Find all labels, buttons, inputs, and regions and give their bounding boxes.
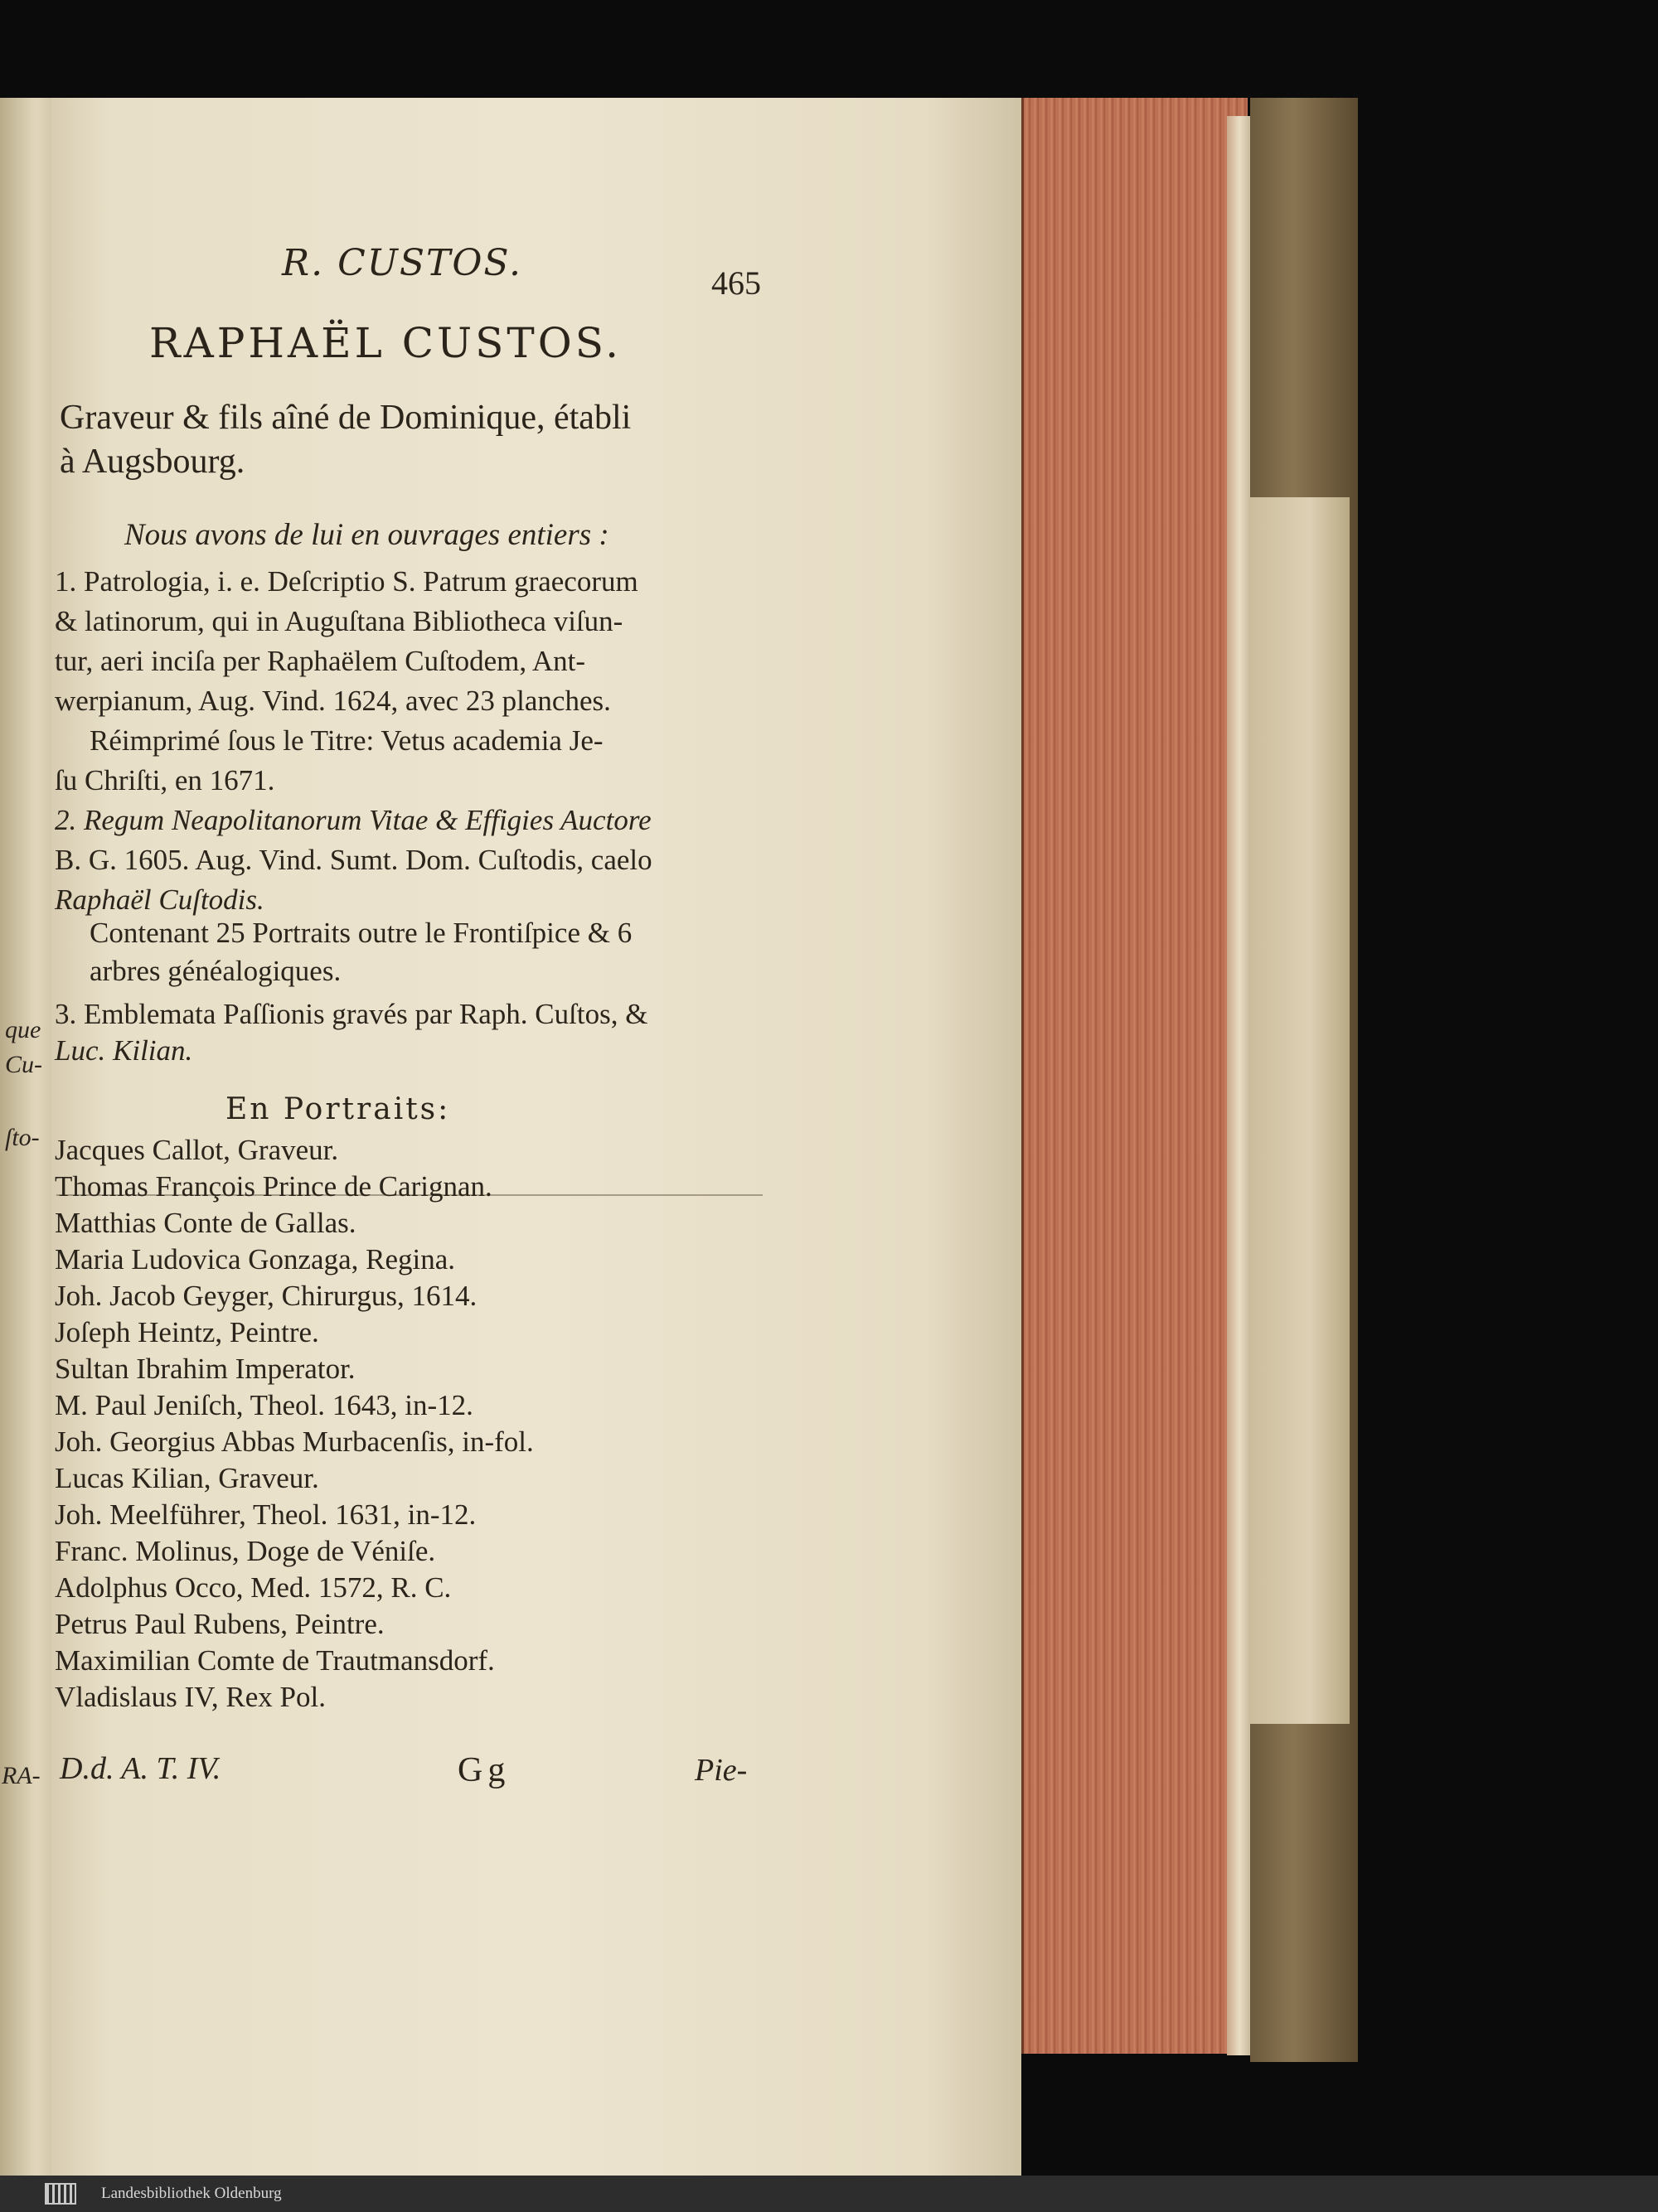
portrait-item: Petrus Paul Rubens, Peintre.	[55, 1608, 385, 1640]
portraits-heading: En Portraits:	[225, 1092, 451, 1126]
portrait-item: Joh. Meelführer, Theol. 1631, in-12.	[55, 1498, 477, 1531]
work-note: arbres généalogiques.	[90, 955, 342, 987]
work-note: Réimprimé ſous le Titre: Vetus academia Je-	[90, 724, 604, 757]
portrait-item: Joh. Georgius Abbas Murbacenſis, in-fol.	[55, 1425, 534, 1458]
work-note: ſu Chriſti, en 1671.	[55, 764, 275, 796]
portrait-item: Franc. Molinus, Doge de Véniſe.	[55, 1535, 436, 1567]
portrait-item: Maximilian Comte de Trautmansdorf.	[55, 1644, 495, 1677]
page-number: 465	[711, 264, 761, 302]
left-margin-word: Cu-	[5, 1051, 42, 1078]
page-title: RAPHAËL CUSTOS.	[149, 319, 623, 367]
page-edges	[1021, 98, 1248, 2054]
work-line: Raphaël Cuſtodis.	[55, 883, 264, 916]
catchword: Pie-	[695, 1753, 748, 1788]
library-name: Landesbibliothek Oldenburg	[101, 2185, 282, 2202]
portrait-item: M. Paul Jeniſch, Theol. 1643, in-12.	[55, 1389, 473, 1421]
page-edge-highlight	[1227, 116, 1252, 2055]
work-line: 3. Emblemata Paſſionis gravés par Raph. Cuſtos, &	[55, 998, 648, 1030]
left-margin-word: RA-	[2, 1762, 41, 1789]
portrait-item: Thomas François Prince de Carignan.	[55, 1170, 492, 1203]
work-note: Contenant 25 Portraits outre le Frontiſpice & 6	[90, 917, 633, 949]
work-line: werpianum, Aug. Vind. 1624, avec 23 planches.	[55, 685, 611, 717]
portrait-item: Joſeph Heintz, Peintre.	[55, 1316, 319, 1348]
left-margin-word: ſto-	[5, 1124, 40, 1151]
gathering-mark: Gg	[458, 1751, 511, 1789]
work-line: tur, aeri inciſa per Raphaëlem Cuſtodem, Ant-	[55, 645, 586, 677]
running-title: R. CUSTOS.	[282, 242, 522, 284]
work-line: 2. Regum Neapolitanorum Vitae & Effigies Auctore	[55, 804, 652, 836]
portrait-item: Joh. Jacob Geyger, Chirurgus, 1614.	[55, 1280, 478, 1312]
works-heading: Nous avons de lui en ouvrages entiers :	[124, 518, 609, 552]
portrait-item: Sultan Ibrahim Imperator.	[55, 1353, 356, 1385]
portrait-item: Jacques Callot, Graveur.	[55, 1134, 339, 1166]
portrait-item: Vladislaus IV, Rex Pol.	[55, 1681, 326, 1713]
signature-mark: D.d. A. T. IV.	[60, 1751, 221, 1786]
portrait-item: Lucas Kilian, Graveur.	[55, 1462, 319, 1494]
cover-paper	[1250, 497, 1350, 1724]
portrait-item: Adolphus Occo, Med. 1572, R. C.	[55, 1571, 452, 1604]
left-margin-word: que	[5, 1016, 41, 1043]
portrait-item: Maria Ludovica Gonzaga, Regina.	[55, 1243, 456, 1275]
intro-line: Graveur & fils aîné de Dominique, établi	[60, 399, 632, 437]
work-line: 1. Patrologia, i. e. Deſcriptio S. Patrum graecorum	[55, 565, 638, 598]
library-footer-bar	[0, 2176, 1658, 2212]
work-line: Luc. Kilian.	[55, 1034, 193, 1067]
work-line: & latinorum, qui in Auguſtana Bibliotheca viſun-	[55, 605, 623, 637]
work-line: B. G. 1605. Aug. Vind. Sumt. Dom. Cuſtodis, caelo	[55, 844, 652, 876]
intro-line: à Augsbourg.	[60, 443, 245, 481]
library-logo-icon	[45, 2183, 76, 2205]
portrait-item: Matthias Conte de Gallas.	[55, 1207, 356, 1239]
